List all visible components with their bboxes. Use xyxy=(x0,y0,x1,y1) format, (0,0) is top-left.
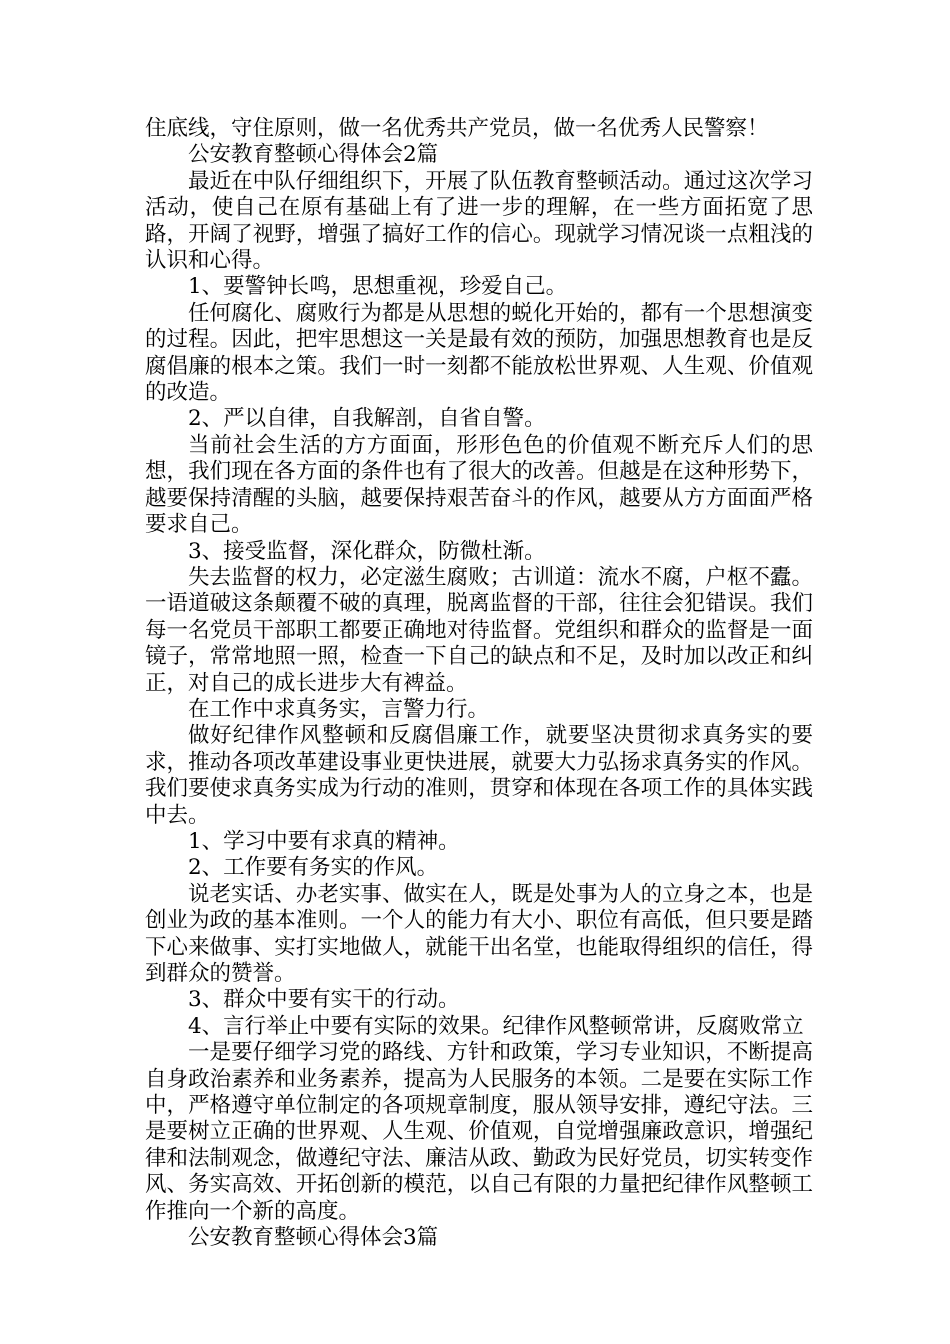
paragraph: 一是要仔细学习党的路线、方针和政策，学习专业知识，不断提高自身政治素养和业务素养，提高为人民服务的本领。二是要在实际工作中，严格遵守单位制定的各项规章制度，服从领导安排，遵纪守法。三是要树立正确的世界观、人生观、价值观，自觉增强廉政意识，增强纪律和法制观念，做遵纪守法、廉洁从政、勤政为民好党员，切实转变作风、务实高效、开拓创新的模范，以自己有限的力量把纪律作风整顿工作推向一个新的高度。 xyxy=(145,1040,813,1224)
paragraph: 做好纪律作风整顿和反腐倡廉工作，就要坚决贯彻求真务实的要求，推动各项改革建设事业更快进展，就要大力弘扬求真务实的作风。我们要使求真务实成为行动的准则，贯穿和体现在各项工作的具体实践中去。 xyxy=(145,723,813,828)
list-item: 3、接受监督，深化群众，防微杜渐。 xyxy=(188,538,546,564)
list-item: 2、工作要有务实的作风。 xyxy=(188,855,439,881)
paragraph: 任何腐化、腐败行为都是从思想的蜕化开始的，都有一个思想演变的过程。因此，把牢思想这一关是最有效的预防，加强思想教育也是反腐倡廉的根本之策。我们一时一刻都不能放松世界观、人生观、价值观的改造。 xyxy=(145,300,813,406)
document-page xyxy=(145,116,813,1251)
paragraph: 最近在中队仔细组织下，开展了队伍教育整顿活动。通过这次学习活动，使自己在原有基础上有了进一步的理解，在一些方面拓宽了思路，开阔了视野，增强了搞好工作的信心。现就学习情况谈一点粗浅的认识和心得。 xyxy=(145,168,813,274)
list-item: 2、严以自律，自我解剖，自省自警。 xyxy=(188,406,546,432)
section-heading: 公安教育整顿心得体会2篇 xyxy=(188,142,439,168)
paragraph: 说老实话、办老实事、做实在人，既是处事为人的立身之本，也是创业为政的基本准则。一个人的能力有大小、职位有高低，但只要是踏下心来做事、实打实地做人，就能干出名堂，也能取得组织的信任，得到群众的赞誉。 xyxy=(145,881,813,986)
section-heading: 公安教育整顿心得体会3篇 xyxy=(188,1225,439,1251)
paragraph: 住底线，守住原则，做一名优秀共产党员，做一名优秀人民警察！ xyxy=(145,116,769,141)
paragraph: 当前社会生活的方方面面，形形色色的价值观不断充斥人们的思想，我们现在各方面的条件也有了很大的改善。但越是在这种形势下，越要保持清醒的头脑，越要保持艰苦奋斗的作风，越要从方方面面严格要求自己。 xyxy=(145,432,813,538)
paragraph: 失去监督的权力，必定滋生腐败；古训道：流水不腐，户枢不蠹。一语道破这条颠覆不破的真理，脱离监督的干部，往往会犯错误。我们每一名党员干部职工都要正确地对待监督。党组织和群众的监督是一面镜子，常常地照一照，检查一下自己的缺点和不足，及时加以改正和纠正，对自己的成长进步大有裨益。 xyxy=(145,564,813,696)
sub-heading: 在工作中求真务实，言警力行。 xyxy=(188,696,490,722)
list-item: 4、言行举止中要有实际的效果。纪律作风整顿常讲，反腐败常立 xyxy=(188,1013,804,1039)
list-item: 1、学习中要有求真的精神。 xyxy=(188,828,460,854)
list-item: 1、要警钟长鸣，思想重视，珍爱自己。 xyxy=(188,274,568,300)
list-item: 3、群众中要有实干的行动。 xyxy=(188,987,460,1013)
